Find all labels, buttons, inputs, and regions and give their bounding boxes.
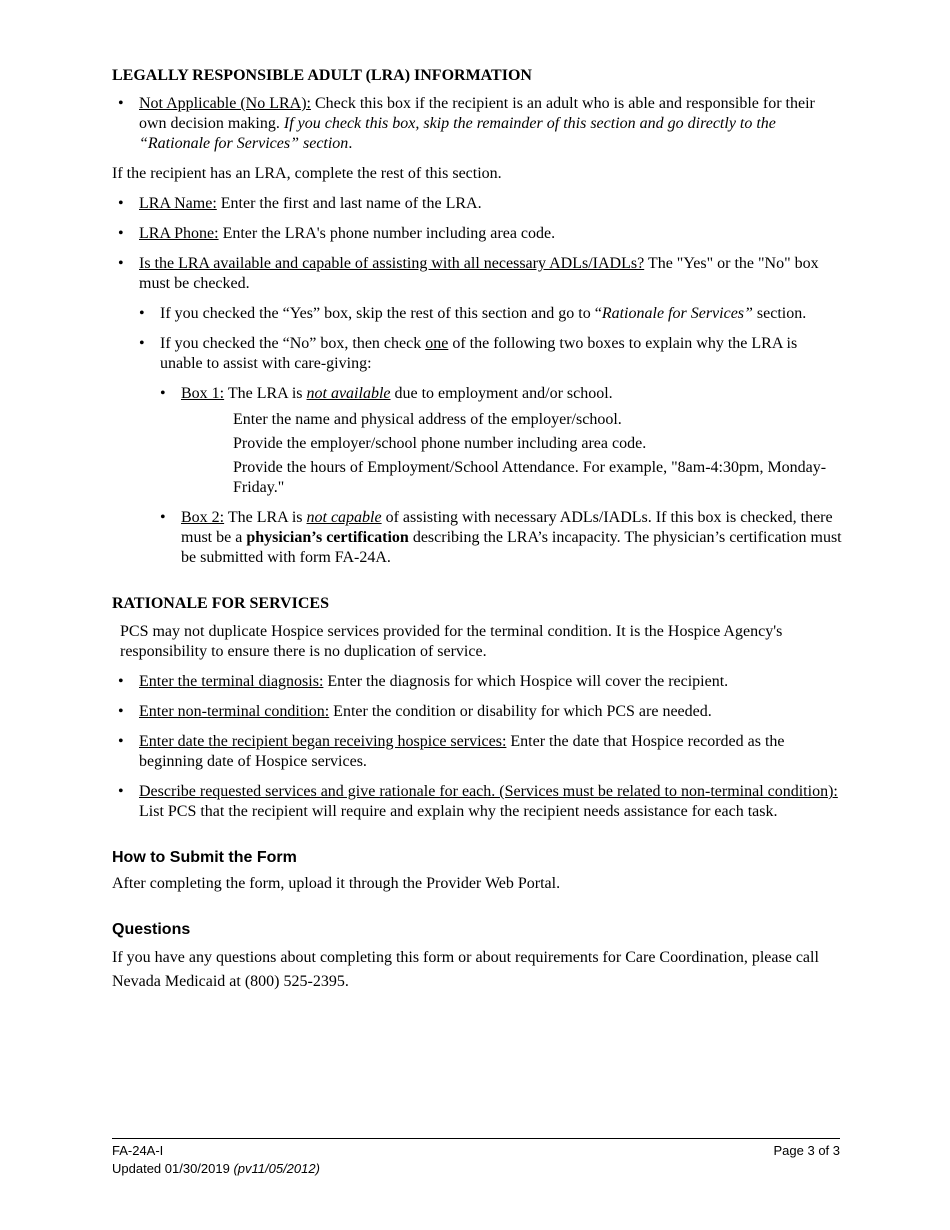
box2-text1: The LRA is xyxy=(224,509,307,526)
box-list xyxy=(133,384,842,568)
rationale-item-text: List PCS that the recipient will require and explain why the recipient needs assistance for each task. xyxy=(139,803,778,820)
box2-text2: of assisting with necessary ADLs/IADLs. If this box is checked, there must be a xyxy=(181,509,833,546)
no-text1: If you checked the “No” box, then check xyxy=(160,335,426,352)
rationale-heading: RATIONALE FOR SERVICES xyxy=(112,595,329,612)
box1-detail: Provide the hours of Employment/School Attendance. For example, "8am-4:30pm, Monday-Friday." xyxy=(233,459,827,496)
box2-emph: not capable xyxy=(306,509,382,526)
box1-label: Box 1: xyxy=(181,385,225,402)
questions-text: If you have any questions about completing this form or about requirements for Care Coordination, please call Nevada Medicaid at (800) 525-2395. xyxy=(112,949,819,990)
lra-intro: If the recipient has an LRA, complete the rest of this section. xyxy=(112,165,502,182)
list-item xyxy=(112,782,842,822)
lra-heading: LEGALLY RESPONSIBLE ADULT (LRA) INFORMATION xyxy=(112,67,532,84)
lra-name-text: Enter the first and last name of the LRA. xyxy=(216,195,482,212)
lra-capable-text: The "Yes" or the "No" box must be checked. xyxy=(139,255,819,292)
rationale-item-text: Enter the date that Hospice recorded as the beginning date of Hospice services. xyxy=(139,733,785,770)
rationale-item-label: Enter the terminal diagnosis: xyxy=(139,673,324,690)
box2-bold: physician’s certification xyxy=(246,529,409,546)
page-footer xyxy=(112,1138,840,1178)
box2-text3: describing the LRA’s incapacity. The physician’s certification must be submitted with form FA-24A. xyxy=(181,529,842,566)
box1-emph: not available xyxy=(306,385,391,402)
not-applicable-label: Not Applicable (No LRA): xyxy=(139,95,311,112)
list-item-lra-capable xyxy=(112,254,842,294)
questions-heading: Questions xyxy=(112,921,191,938)
rationale-item-label: Enter non-terminal condition: xyxy=(139,703,330,720)
box1-detail: Provide the employer/school phone number including area code. xyxy=(233,435,647,452)
list-item-no xyxy=(133,334,842,374)
rationale-item-label: Enter date the recipient began receiving hospice services: xyxy=(139,733,507,750)
box1-text1: The LRA is xyxy=(224,385,307,402)
list-item xyxy=(112,672,842,692)
box2-label: Box 2: xyxy=(181,509,225,526)
yes-end: section. xyxy=(752,305,807,322)
box1-details xyxy=(181,410,842,498)
document-page xyxy=(112,66,842,1004)
updated-date: Updated 01/30/2019 xyxy=(112,1161,234,1176)
lra-list-2 xyxy=(112,194,842,294)
form-id: FA-24A-I xyxy=(112,1143,164,1158)
rationale-intro: PCS may not duplicate Hospice services provided for the terminal condition. It is the Hospice Agency's responsibility to ensure there is no duplication of service. xyxy=(120,623,783,660)
list-item-not-applicable xyxy=(112,94,842,154)
lra-capable-label: Is the LRA available and capable of assisting with all necessary ADLs/IADLs? xyxy=(139,255,645,272)
lra-list-1 xyxy=(112,94,842,154)
not-applicable-end: . xyxy=(348,135,353,152)
page-number: Page 3 of 3 xyxy=(773,1143,840,1158)
previous-version: (pv11/05/2012) xyxy=(233,1161,320,1176)
not-applicable-text: Check this box if the recipient is an adult who is able and responsible for their own decision making. xyxy=(139,95,815,132)
lra-phone-text: Enter the LRA's phone number including area code. xyxy=(218,225,556,242)
rationale-item-text: Enter the diagnosis for which Hospice will cover the recipient. xyxy=(323,673,729,690)
lra-name-label: LRA Name: xyxy=(139,195,217,212)
submit-heading: How to Submit the Form xyxy=(112,849,297,866)
submit-text: After completing the form, upload it through the Provider Web Portal. xyxy=(112,875,561,892)
list-item-box2 xyxy=(154,508,842,568)
lra-phone-label: LRA Phone: xyxy=(139,225,219,242)
not-applicable-italic: If you check this box, skip the remainder of this section and go directly to the “Rationale for Services” section xyxy=(139,115,776,152)
box1-text2: due to employment and/or school. xyxy=(390,385,613,402)
rationale-item-text: Enter the condition or disability for which PCS are needed. xyxy=(329,703,712,720)
rationale-list xyxy=(112,672,842,822)
box1-detail: Enter the name and physical address of the employer/school. xyxy=(233,411,622,428)
list-item xyxy=(112,732,842,772)
list-item-lra-name xyxy=(112,194,842,214)
list-item-lra-phone xyxy=(112,224,842,244)
no-text2: of the following two boxes to explain why the LRA is unable to assist with care-giving: xyxy=(160,335,798,372)
list-item-box1 xyxy=(154,384,842,498)
lra-sublist xyxy=(133,304,842,374)
no-underline: one xyxy=(425,335,449,352)
list-item xyxy=(112,702,842,722)
list-item-yes xyxy=(133,304,842,324)
yes-text: If you checked the “Yes” box, skip the rest of this section and go to “ xyxy=(160,305,602,322)
updated-line xyxy=(112,1160,840,1178)
rationale-item-label: Describe requested services and give rationale for each. (Services must be related to non-terminal condition): xyxy=(139,783,838,800)
yes-italic: Rationale for Services” xyxy=(601,305,753,322)
